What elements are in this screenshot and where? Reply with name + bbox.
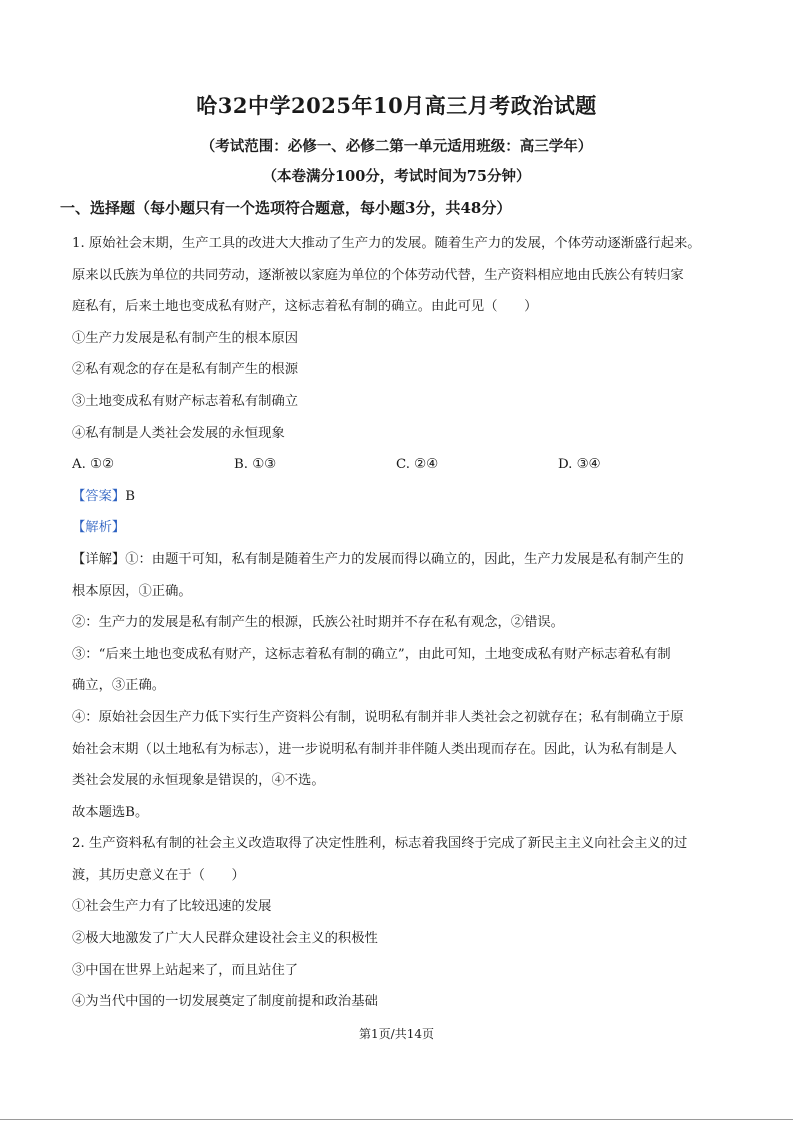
q1-item: ②私有观念的存在是私有制产生的根源 [72, 362, 299, 378]
exam-score-time: （本卷满分100分，考试时间为75分钟） [262, 168, 531, 185]
q1-stem-line: 原来以氏族为单位的共同劳动，逐渐被以家庭为单位的个体劳动代替，生产资料相应地由氏族公有转归家 [72, 267, 684, 283]
q1-option-c: C. ②④ [396, 457, 438, 473]
exam-title: 哈32中学2025年10月高三月考政治试题 [196, 93, 597, 118]
q1-item: ①生产力发展是私有制产生的根本原因 [72, 330, 299, 346]
q1-detail-line: 类社会发展的永恒现象是错误的，④不选。 [72, 773, 325, 789]
q1-detail-line: ④：原始社会因生产力低下实行生产资料公有制，说明私有制并非人类社会之初就存在；私有制确立于原 [72, 709, 684, 725]
q1-options [72, 449, 732, 481]
q1-option-b: B. ①③ [234, 457, 277, 473]
q1-detail-line [72, 544, 732, 576]
q1-answer [72, 481, 732, 513]
q2-stem-line: 渡，其历史意义在于（ ） [72, 867, 245, 883]
q2-item: ③中国在世界上站起来了，而且站住了 [72, 962, 299, 978]
answer-value: B [125, 488, 135, 504]
question-content [72, 228, 732, 1018]
q2-item: ④为当代中国的一切发展奠定了制度前提和政治基础 [72, 994, 378, 1010]
q1-item: ④私有制是人类社会发展的永恒现象 [72, 425, 285, 441]
q1-item: ③土地变成私有财产标志着私有制确立 [72, 393, 299, 409]
q1-option-a: A. ①② [72, 457, 114, 473]
section-title: 一、选择题（每小题只有一个选项符合题意，每小题3分，共48分） [60, 199, 512, 217]
q2-stem-line: 2. 生产资料私有制的社会主义改造取得了决定性胜利，标志着我国终于完成了新民主主义向社会主义的过 [72, 836, 688, 852]
detail-text: ①：由题干可知，私有制是随着生产力的发展而得以确立的，因此，生产力发展是私有制产生的 [125, 551, 684, 567]
q2-item: ②极大地激发了广大人民群众建设社会主义的积极性 [72, 931, 378, 947]
q1-detail-line: 根本原因，①正确。 [72, 583, 192, 599]
page-bottom-divider [0, 1119, 793, 1120]
q1-option-d: D. ③④ [558, 457, 601, 473]
q2-item: ①社会生产力有了比较迅速的发展 [72, 899, 272, 915]
analysis-tag: 【解析】 [72, 520, 126, 536]
q1-detail-line: 始社会末期（以土地私有为标志），进一步说明私有制并非伴随人类出现而存在。因此，认为私有制是人 [72, 741, 678, 757]
q1-detail-line: ②：生产力的发展是私有制产生的根源，氏族公社时期并不存在私有观念，②错误。 [72, 615, 564, 631]
page-footer: 第1页/共14页 [359, 1027, 434, 1041]
q1-stem-line: 1. 原始社会末期，生产工具的改进大大推动了生产力的发展。随着生产力的发展，个体劳动逐渐盛行起来。 [72, 236, 701, 251]
q1-conclusion: 故本题选B。 [72, 804, 149, 820]
detail-tag: 【详解】 [72, 551, 126, 567]
q1-detail-line: ③：“后来土地也变成私有财产，这标志着私有制的确立”，由此可知，土地变成私有财产标志着私有制 [72, 646, 671, 662]
q1-analysis [72, 512, 732, 544]
q1-detail-line: 确立，③正确。 [72, 678, 166, 694]
q1-stem-line: 庭私有，后来土地也变成私有财产，这标志着私有制的确立。由此可见（ ） [72, 299, 538, 315]
answer-tag: 【答案】 [72, 488, 126, 504]
exam-scope: （考试范围：必修一、必修二第一单元适用班级：高三学年） [200, 138, 593, 155]
